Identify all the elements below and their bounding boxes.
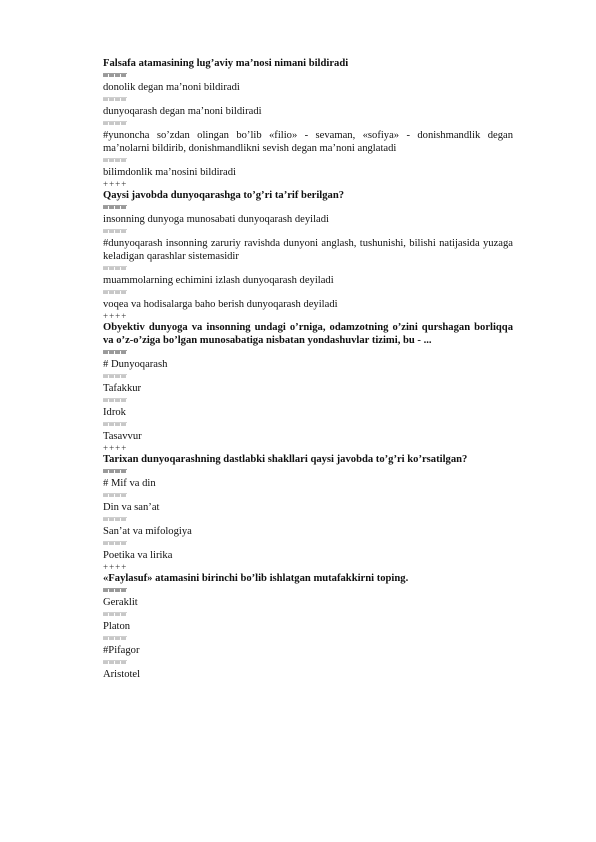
answer-option: Geraklit — [103, 597, 138, 608]
answer-option: # Dunyoqarash — [103, 359, 168, 370]
answer-option: Tasavvur — [103, 431, 142, 442]
answer-option: San’at va mifologiya — [103, 526, 192, 537]
quiz-content — [103, 57, 513, 681]
answer-option: muammolarning echimini izlash dunyoqarash deyiladi — [103, 275, 334, 286]
question-end-marker: ++++ — [103, 311, 128, 321]
separator-line — [103, 422, 127, 426]
question-text: Falsafa atamasining lug’aviy ma’nosi nimani bildiradi — [103, 58, 349, 69]
answer-option: Platon — [103, 621, 131, 632]
question-text: Tarixan dunyoqarashning dastlabki shakllari qaysi javobda to’g’ri ko’rsatilgan? — [103, 454, 468, 465]
separator-line — [103, 266, 127, 270]
separator-line — [103, 541, 127, 545]
answer-option: bilimdonlik ma’nosini bildiradi — [103, 167, 237, 178]
separator-line — [103, 73, 127, 77]
separator-line — [103, 517, 127, 521]
separator-line — [103, 398, 127, 402]
answer-option: # Mif va din — [103, 478, 156, 489]
answer-option: #dunyoqarash insonning zaruriy ravishda dunyoni anglash, tushunishi, bilishi natijasida yuzaga keladigan qarashlar sistemasidir — [103, 238, 513, 262]
question-text: Qaysi javobda dunyoqarashga to’g’ri ta’rif berilgan? — [103, 190, 345, 201]
answer-option: Idrok — [103, 407, 126, 418]
separator-line — [103, 229, 127, 233]
separator-line — [103, 158, 127, 162]
answer-option: Aristotel — [103, 669, 141, 680]
separator-line — [103, 121, 127, 125]
question-text: «Faylasuf» atamasini birinchi bo’lib ishlatgan mutafakkirni toping. — [103, 573, 409, 584]
separator-line — [103, 660, 127, 664]
separator-line — [103, 350, 127, 354]
answer-option: voqea va hodisalarga baho berish dunyoqarash deyiladi — [103, 299, 338, 310]
question-text: Obyektiv dunyoga va insonning undagi o’rniga, odamzotning o’zini qurshagan borliqqa va o’z-o’ziga bo’lgan munosabatiga nisbatan yondashuvlar tizimi, bu - ... — [103, 322, 513, 346]
answer-option: insonning dunyoga munosabati dunyoqarash deyiladi — [103, 214, 329, 225]
answer-option: donolik degan ma’noni bildiradi — [103, 82, 240, 93]
question-end-marker: ++++ — [103, 179, 128, 189]
separator-line — [103, 612, 127, 616]
question-end-marker: ++++ — [103, 562, 128, 572]
answer-option: Poetika va lirika — [103, 550, 173, 561]
answer-option: Din va san’at — [103, 502, 160, 513]
answer-option: #Pifagor — [103, 645, 140, 656]
separator-line — [103, 588, 127, 592]
question-end-marker: ++++ — [103, 443, 128, 453]
answer-option: #yunoncha so’zdan olingan bo’lib «filio» - sevaman, «sofiya» - donishmandlik degan ma’nolarni bildirib, donishmandlikni sevish degan ma’noni anglatadi — [103, 130, 513, 154]
separator-line — [103, 205, 127, 209]
separator-line — [103, 290, 127, 294]
separator-line — [103, 97, 127, 101]
separator-line — [103, 374, 127, 378]
separator-line — [103, 469, 127, 473]
separator-line — [103, 493, 127, 497]
answer-option: dunyoqarash degan ma’noni bildiradi — [103, 106, 262, 117]
separator-line — [103, 636, 127, 640]
answer-option: Tafakkur — [103, 383, 142, 394]
